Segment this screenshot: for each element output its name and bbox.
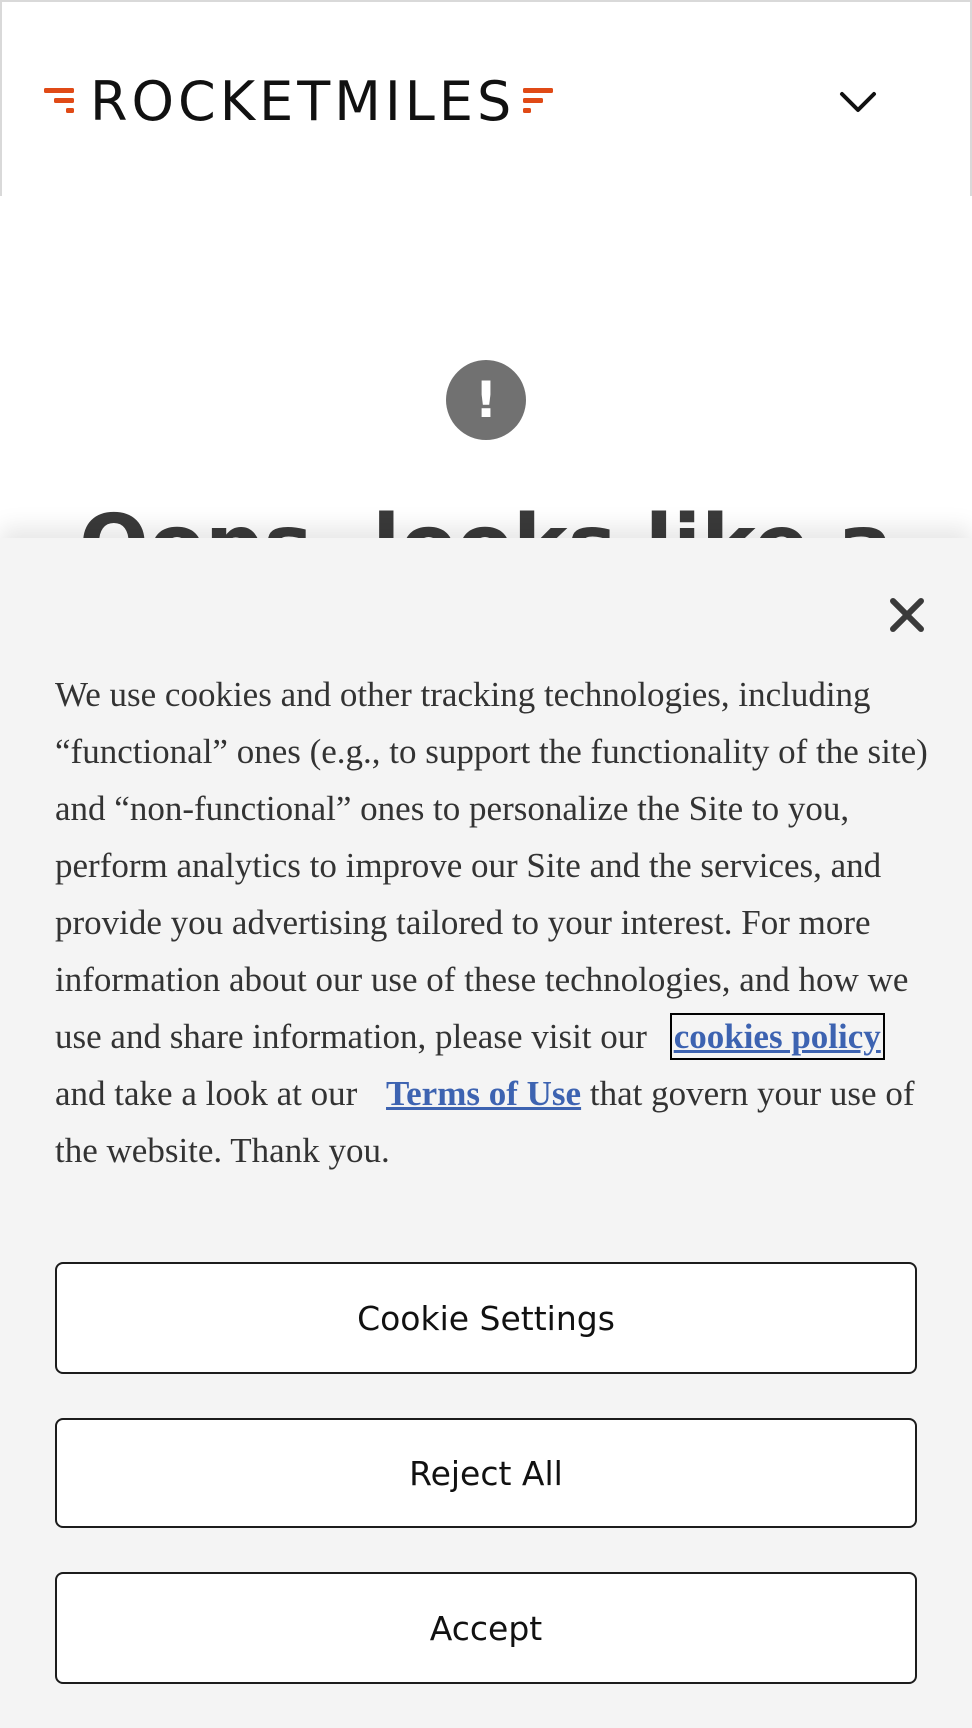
cookie-settings-button[interactable]: Cookie Settings (55, 1262, 917, 1374)
notice-text-part3: that govern your use of the website. Thank you. (55, 1074, 915, 1170)
chevron-down-icon[interactable] (834, 78, 882, 126)
cookies-policy-link[interactable]: cookies policy (673, 1017, 881, 1056)
notice-text-part1: We use cookies and other tracking technologies, including “functional” ones (e.g., to support the functionality of the site) and “non-functional” ones to personalize the Site to you, perform analytics to improve our Site and the services, and provide you advertising tailored to your interest. For more information about our use of these technologies, and how we use and share information, please visit our (55, 675, 928, 1056)
notice-text-part2: and take a look at our (55, 1074, 358, 1113)
logo-left-rocket-mark (44, 84, 78, 120)
accept-button[interactable]: Accept (55, 1572, 917, 1684)
rocketmiles-logo[interactable] (44, 70, 557, 133)
logo-right-rocket-mark (523, 84, 557, 120)
site-header (0, 0, 972, 196)
logo-wordmark: ROCKETMILES (90, 70, 516, 133)
close-icon[interactable] (884, 592, 930, 638)
reject-all-button[interactable]: Reject All (55, 1418, 917, 1528)
exclamation-icon: ! (446, 360, 526, 440)
cookie-notice-text (55, 666, 935, 1179)
terms-of-use-link[interactable]: Terms of Use (386, 1074, 582, 1113)
